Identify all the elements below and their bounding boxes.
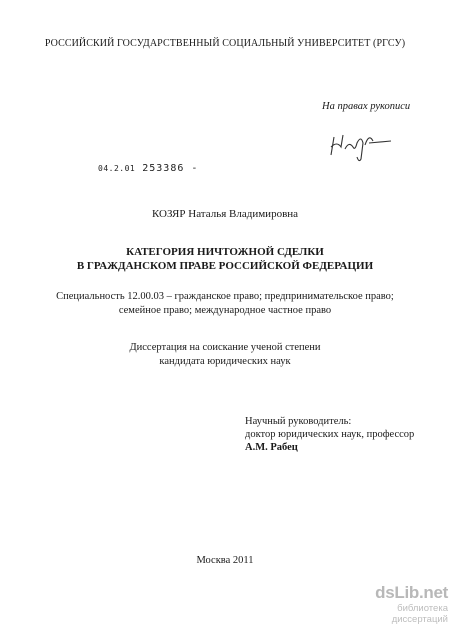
supervisor-block	[245, 415, 414, 454]
university-name: РОССИЙСКИЙ ГОСУДАРСТВЕННЫЙ СОЦИАЛЬНЫЙ УНИВЕРСИТЕТ (РГСУ)	[44, 38, 406, 49]
title-line-2: В ГРАЖДАНСКОМ ПРАВЕ РОССИЙСКОЙ ФЕДЕРАЦИИ	[76, 260, 374, 272]
registration-stamp	[98, 163, 198, 174]
city-year: Москва 2011	[196, 555, 254, 566]
stamp-date: 04.2.01	[98, 164, 136, 173]
title-line-1: КАТЕГОРИЯ НИЧТОЖНОЙ СДЕЛКИ	[126, 246, 324, 258]
degree-line-1: Диссертация на соискание ученой степени	[129, 342, 321, 353]
stamp-number: 253386	[142, 163, 185, 174]
watermark	[348, 583, 448, 625]
dissertation-title	[0, 245, 450, 273]
stamp-mark: -	[191, 163, 199, 174]
specialty-line-1: Специальность 12.00.03 – гражданское право; предпринимательское право;	[56, 291, 394, 302]
specialty-line-2: семейное право; международное частное право	[118, 305, 332, 316]
supervisor-degree: доктор юридических наук, профессор	[245, 429, 415, 440]
author-name: КОЗЯР Наталья Владимировна	[151, 208, 299, 220]
handwritten-signature	[325, 125, 395, 165]
watermark-brand: dsLib.net	[375, 583, 448, 602]
degree-line-2: кандидата юридических наук	[159, 356, 291, 367]
watermark-tagline: библиотека диссертаций	[391, 603, 448, 625]
degree-statement	[0, 341, 450, 369]
supervisor-name: А.М. Рабец	[245, 442, 298, 453]
rights-note: На правах рукописи	[322, 101, 411, 112]
supervisor-label: Научный руководитель:	[245, 416, 352, 427]
specialty-text	[0, 290, 450, 318]
